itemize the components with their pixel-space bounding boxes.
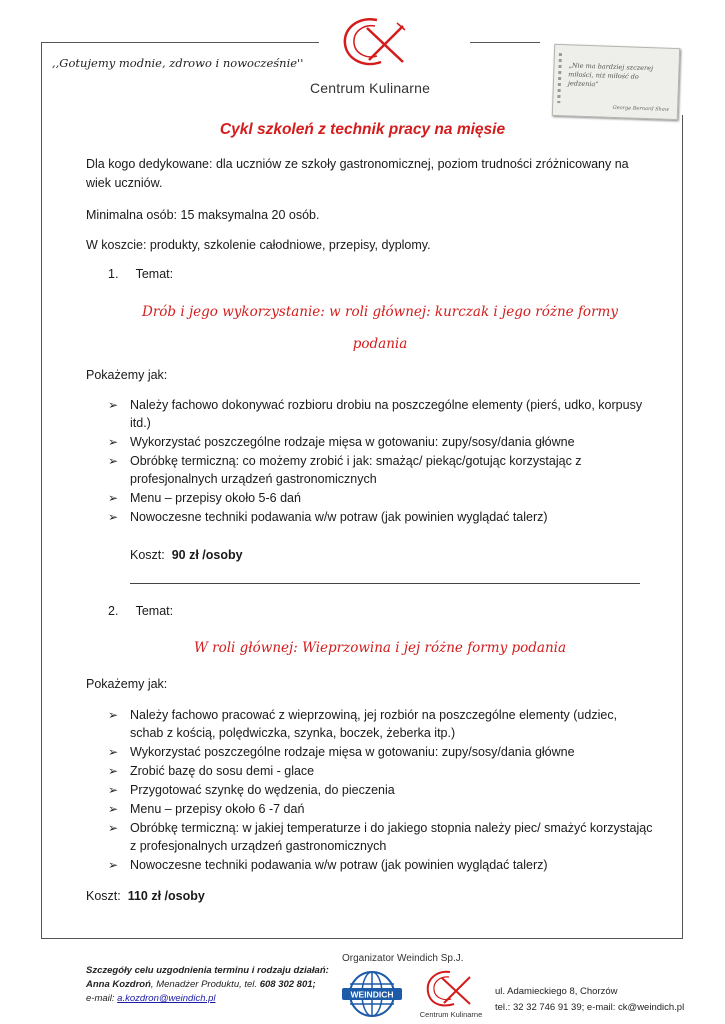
topic-1-cost (130, 546, 243, 564)
participants-text: Minimalna osób: 15 maksymalna 20 osób. (86, 208, 320, 222)
topic-2-title: W roli głównej: Wieprzowina i jej różne formy podania (193, 640, 567, 656)
topic-1-bullet-list (108, 396, 653, 527)
contact-role: , Menadżer Produktu (150, 979, 240, 990)
audience-line-1: Dla kogo dedykowane: dla uczniów ze szkoły gastronomicznej, poziom trudności zróżnicowany na (86, 157, 629, 171)
email-label: e-mail: (86, 993, 118, 1004)
weindich-globe-logo-icon (340, 970, 404, 1018)
topic-2-bullet-list (108, 706, 653, 875)
topic-1-cost-value: 90 zł /osoby (171, 548, 243, 562)
topic-1-title (80, 296, 680, 360)
list-item: ➢ Nowoczesne techniki podawania w/w potraw (jak powinien wyglądać talerz) (108, 856, 653, 874)
list-item: ➢ Obróbkę termiczną: co możemy zrobić i jak: smażąc/ piekąc/gotując korzystając z profesjonalnych urządzeń gastronomicznych (108, 452, 653, 488)
topic-2-show-label: Pokażemy jak: (86, 677, 168, 691)
contact-details (86, 964, 329, 1006)
quote-text: „Nie ma bardziej szczerej miłości, niż miłość do jedzenia” (567, 61, 654, 89)
email-link[interactable]: a.kozdron@weindich.pl (117, 993, 216, 1004)
organizer-text: Organizator Weindich Sp.J. (342, 953, 464, 964)
quote-author: George Bernard Shaw (612, 104, 670, 113)
section-divider (130, 583, 640, 584)
details-heading: Szczegóły celu uzgodnienia terminu i rodzaju działań: (86, 965, 329, 976)
topic-1-number: 1. (108, 267, 119, 281)
motto: ,,Gotujemy modnie, zdrowo i nowocześnie'' (52, 56, 304, 70)
topic-1-title-line-2: podania (352, 336, 408, 352)
address-text: ul. Adamieckiego 8, Chorzów (495, 986, 618, 997)
list-item: ➢ Menu – przepisy około 6 -7 dań (108, 800, 653, 818)
topic-1-heading (108, 267, 173, 281)
list-item: ➢ Menu – przepisy około 5-6 dań (108, 489, 653, 507)
globe-logo-text: WEINDICH (350, 989, 394, 1000)
topic-1-cost-label: Koszt: (130, 548, 165, 562)
centrum-kulinarne-logo-icon (337, 14, 409, 70)
page-title: Cykl szkoleń z technik pracy na mięsie (219, 121, 506, 138)
contact-name: Anna Kozdroń (86, 979, 151, 990)
topic-2-cost-value: 110 zł /osoby (127, 889, 205, 903)
topic-1-title-line-1: Drób i jego wykorzystanie: w roli głównej: kurczak i jego różne formy (142, 304, 618, 320)
list-item: ➢ Zrobić bazę do sosu demi - glace (108, 762, 653, 780)
topic-2-number: 2. (108, 604, 119, 618)
topic-2-cost-label: Koszt: (86, 889, 121, 903)
topic-1-show-label: Pokażemy jak: (86, 368, 168, 382)
frame-right-line (682, 115, 683, 938)
brand-name: Centrum Kulinarne (310, 80, 431, 96)
small-brand-text: Centrum Kulinarne (420, 1010, 482, 1019)
notebook-binding (557, 53, 562, 103)
list-item: ➢ Obróbkę termiczną: w jakiej temperaturze i do jakiego stopnia należy piec/ smażyć korzystając z profesjonalnych urządzeń gastronomicznych (108, 819, 653, 855)
list-item: ➢ Nowoczesne techniki podawania w/w potraw (jak powinien wyglądać talerz) (108, 508, 653, 526)
list-item: ➢ Wykorzystać poszczególne rodzaje mięsa w gotowaniu: zupy/sosy/dania główne (108, 743, 653, 761)
topic-2-cost (86, 887, 205, 905)
list-item: ➢ Wykorzystać poszczególne rodzaje mięsa w gotowaniu: zupy/sosy/dania główne (108, 433, 653, 451)
phone-email-text: tel.: 32 32 746 91 39; e-mail: ck@weindich.pl (495, 1002, 685, 1013)
list-item: ➢ Należy fachowo pracować z wieprzowiną, jej rozbiór na poszczególne elementy (udziec, schab z kością, polędwiczka, szynka, boczek, żeberka itp.) (108, 706, 653, 742)
address-block (495, 984, 684, 1016)
frame-top-line (41, 42, 319, 43)
topic-1-label: Temat: (135, 267, 174, 281)
audience-line-2: wiek uczniów. (86, 176, 163, 190)
contact-tel-label: , tel. (239, 979, 260, 990)
frame-left-line (41, 42, 42, 938)
included-text: W koszcie: produkty, szkolenie całodniowe, przepisy, dyplomy. (86, 238, 431, 252)
list-item: ➢ Należy fachowo dokonywać rozbioru drobiu na poszczególne elementy (pierś, udko, korpusy itd.) (108, 396, 653, 432)
contact-tel: 608 302 801; (259, 979, 316, 990)
audience-paragraph (86, 155, 646, 193)
centrum-kulinarne-small-logo-icon (420, 968, 482, 1020)
frame-bottom-line (41, 938, 683, 939)
list-item: ➢ Przygotować szynkę do wędzenia, do pieczenia (108, 781, 653, 799)
topic-2-heading (108, 604, 173, 618)
quote-card (552, 44, 680, 120)
topic-2-label: Temat: (135, 604, 174, 618)
frame-top-line-right (470, 42, 540, 43)
